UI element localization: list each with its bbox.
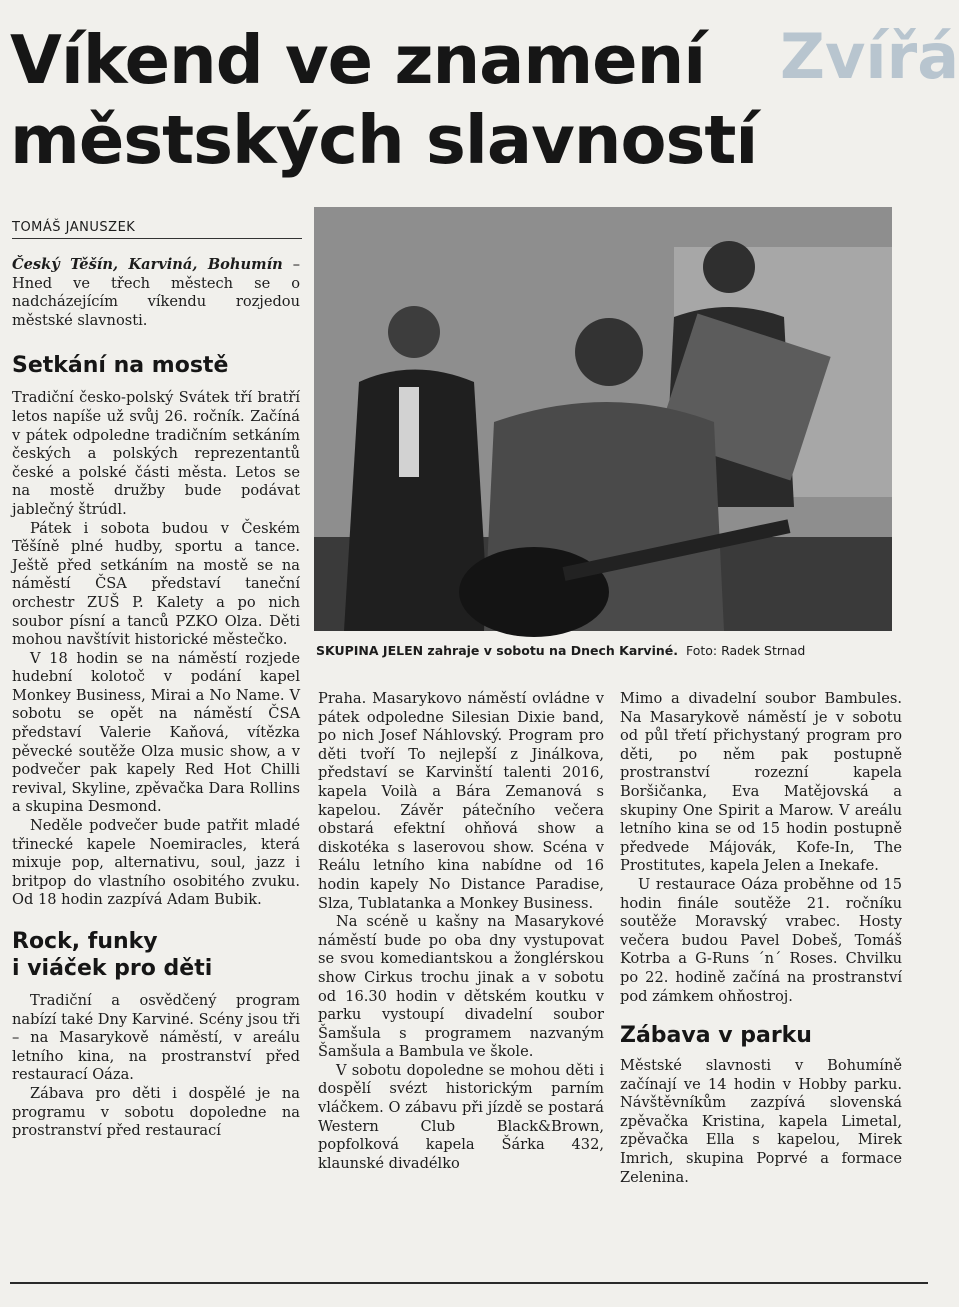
paragraph: Pátek i sobota budou v Českém Těšíně plné hudby, sportu a tance. Ještě před setkáním na mostě se na náměstí ČSA představí taneční orchestr ZUŠ P. Kalety a po nich soubor písní a tanců PZKO Olza. Děti mohou navštívit historické městečko. bbox=[12, 519, 300, 649]
paragraph: U restaurace Oáza proběhne od 15 hodin finále soutěže 21. ročníku soutěže Moravský vrabec. Hosty večera budou Pavel Dobeš, Tomáš Kotrba a G-Runs ´n´ Roses. Chvilku po 22. hodině začíná na prostranství pod zámkem ohňostroj. bbox=[620, 875, 902, 1005]
column-left bbox=[12, 256, 300, 1141]
paragraph: Na scéně u kašny na Masarykové náměstí bude po oba dny vystupovat se svou komediantskou a žonglérskou show Cirkus trochu jinak a v sobotu od 16.30 hodin v dětském koutku v parku vystoupí divadelní soubor Šamšula s programem nazvaným Šamšula a Bambula ve škole. bbox=[318, 913, 604, 1061]
caption-bold: SKUPINA JELEN bbox=[316, 643, 424, 658]
photo-credit: Foto: Radek Strnad bbox=[685, 643, 806, 658]
band-photo bbox=[314, 207, 892, 631]
lead-paragraph bbox=[12, 256, 300, 330]
paragraph: V 18 hodin se na náměstí rozjede hudební kolotoč v podání kapel Monkey Business, Mirai a No Name. V sobotu se opět na náměstí ČSA představí Valerie Kaňová, vítězka pěvecké soutěže Olza music show, a v podvečer pak kapely Red Hot Chilli revival, Skyline, zpěvačka Dara Rollins a skupina Desmond. bbox=[12, 649, 300, 816]
band-photo-illustration bbox=[314, 207, 892, 631]
paragraph: Tradiční česko-polský Svátek tří bratří letos napíše už svůj 26. ročník. Začíná v pátek odpoledne tradičním setkáním českých a polských reprezentantů české a polské části města. Letos se na mostě družby bude podávat jablečný štrúdl. bbox=[12, 389, 300, 518]
paragraph: Městské slavnosti v Bohumíně začínají ve 14 hodin v Hobby parku. Návštěvníkům zazpívá slovenská zpěvačka Kristina, kapela Limetal, zpěvačka Ella s kapelou, Mirek Imrich, skupina Poprvé a formace Zelenina. bbox=[620, 1057, 902, 1186]
headline-line-2: městských slavností bbox=[10, 101, 758, 179]
photo-caption bbox=[316, 643, 896, 658]
column-right bbox=[620, 690, 902, 1187]
paragraph: Zábava pro děti i dospělé je na programu v sobotu dopoledne na prostranství před restaurací bbox=[12, 1084, 300, 1140]
paragraph: Tradiční a osvědčený program nabízí také Dny Karviné. Scény jsou tři – na Masarykově náměstí, v areálu letního kina, na prostranství před restaurací Oáza. bbox=[12, 992, 301, 1084]
paragraph: Neděle podvečer bude patřit mladé třinecké kapele Noemiracles, která mixuje pop, alternativu, soul, jazz i britpop do vlastního osobitého zvuku. Od 18 hodin zazpívá Adam Bubik. bbox=[12, 817, 300, 909]
paragraph: Praha. Masarykovo náměstí ovládne v pátek odpoledne Silesian Dixie band, po nich Josef Náhlovský. Program pro děti tvoří To nejlepší z Jinálkova, představí se Karvinští talenti 2016, kapela Voilà a Bára Zemanová s kapelou. Závěr pátečního večera obstará efektní ohňová show a diskotéka s laserovou show. Scéna v Reálu letního kina nabídne od 16 hodin kapely No Distance Paradise, Slza, Tublatanka a Monkey Business. bbox=[318, 690, 604, 912]
caption-text: zahraje v sobotu na Dnech Karviné. bbox=[423, 643, 678, 658]
section-title-rock-funky bbox=[12, 928, 300, 982]
headline-line-1: Víkend ve znamení bbox=[10, 21, 706, 99]
paragraph: V sobotu dopoledne se mohou děti i dospělí svézt historickým parním vláčkem. O zábavu při jízdě se postará Western Club Black&Brown, popfolková kapela Šárka 432, klaunské divadélko bbox=[318, 1061, 604, 1172]
section-title-line-2: i viáček pro děti bbox=[12, 956, 213, 981]
byline: TOMÁŠ JANUSZEK bbox=[12, 220, 302, 239]
column-middle bbox=[318, 690, 604, 1173]
lead-place: Český Těšín, Karviná, Bohumín bbox=[12, 256, 283, 273]
section-title-setkani: Setkání na mostě bbox=[12, 353, 229, 379]
lead-text: – Hned ve třech městech se o nadcházejícím víkendu rozjedou městské slavnosti. bbox=[12, 256, 300, 329]
paragraph: Mimo a divadelní soubor Bambules. Na Masarykově náměstí je v sobotu od půl třetí přichystaný program pro děti, po něm pak postupně prostranství rozezní kapela Boršičanka, Eva Matějovská a skupiny One Spirit a Marow. V areálu letního kina se od 15 hodin postupně předvede Májovák, Kofe-In, The Prostitutes, kapela Jelen a Inekafe. bbox=[620, 690, 902, 875]
section-title-zabava: Zábava v parku bbox=[620, 1023, 812, 1049]
neighbor-article-fragment: Zvířá bbox=[780, 20, 959, 93]
headline bbox=[10, 20, 770, 180]
bottom-rule bbox=[10, 1282, 928, 1284]
section-title-line-1: Rock, funky bbox=[12, 929, 158, 954]
